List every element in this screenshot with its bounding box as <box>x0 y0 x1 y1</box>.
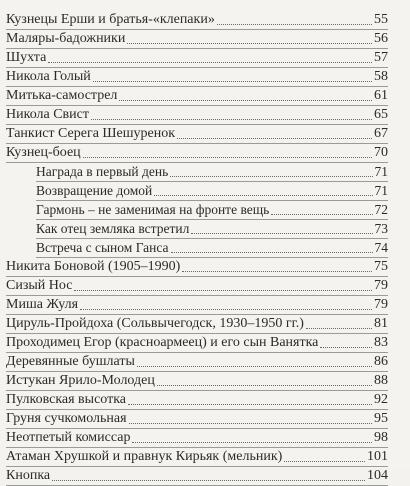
toc-entry-page-number: 67 <box>374 126 388 141</box>
toc-entry <box>6 11 388 30</box>
toc-entry-title: Кнопка <box>6 468 51 483</box>
toc-entry-page-number: 55 <box>374 12 388 27</box>
toc-subentry <box>36 201 388 220</box>
toc-subentry <box>36 163 388 182</box>
toc-entry-title: Гармонь – не заменимая на фронте вещь <box>36 202 270 217</box>
dot-leader <box>182 270 372 272</box>
dot-leader <box>306 327 372 329</box>
dot-leader <box>320 346 372 348</box>
toc-subentry <box>36 182 388 201</box>
toc-entry-title: Как отец земляка встретил <box>36 221 190 236</box>
toc-entry-page-number: 70 <box>374 145 388 160</box>
toc-entry-title: Награда в первый день <box>36 164 169 179</box>
toc-entry <box>6 353 388 372</box>
toc-subentry <box>36 239 388 258</box>
toc-entry <box>6 429 388 448</box>
toc-entry <box>6 30 388 49</box>
dot-leader <box>132 441 372 443</box>
toc-entry-title: Встреча с сыном Ганса <box>36 240 169 255</box>
toc-entry-title: Пулковская высотка <box>6 392 127 407</box>
toc-entry-page-number: 79 <box>374 297 388 312</box>
toc-entry-title: Неотпетый комиссар <box>6 430 131 445</box>
toc-entry-page-number: 57 <box>374 50 388 65</box>
dot-leader <box>91 118 372 120</box>
toc-entry-page-number: 65 <box>374 107 388 122</box>
toc-entry-page-number: 98 <box>374 430 388 445</box>
toc-entry-page-number: 83 <box>374 335 388 350</box>
toc-entry-page-number: 95 <box>374 411 388 426</box>
toc-entry-page-number: 73 <box>374 221 388 236</box>
toc-entry-title: Шухта <box>6 50 47 65</box>
dot-leader <box>52 479 365 481</box>
toc-entry-title: Истукан Ярило-Молодец <box>6 373 155 388</box>
toc-entry <box>6 448 388 467</box>
toc-entry <box>6 125 388 144</box>
toc-entry-title: Никола Голый <box>6 69 91 84</box>
toc-entry-page-number: 101 <box>367 449 388 464</box>
toc-entry <box>6 144 388 163</box>
toc-entry-page-number: 92 <box>374 392 388 407</box>
toc-entry <box>6 296 388 315</box>
dot-leader <box>137 365 372 367</box>
dot-leader <box>48 61 372 63</box>
toc-entry-title: Возвращение домой <box>36 183 153 198</box>
toc-entry <box>6 106 388 125</box>
toc-entry-page-number: 104 <box>367 468 388 483</box>
toc-entry-title: Груня сучкомольная <box>6 411 127 426</box>
toc-entry <box>6 334 388 353</box>
toc-entry-title: Миша Жуля <box>6 297 79 312</box>
toc-entry-page-number: 79 <box>374 278 388 293</box>
toc-entry <box>6 68 388 87</box>
dot-leader <box>177 137 372 139</box>
toc-entry-page-number: 81 <box>374 316 388 331</box>
toc-entry-title: Кузнецы Ерши и братья-«клепаки» <box>6 12 215 27</box>
toc-entry-page-number: 58 <box>374 69 388 84</box>
toc-entry <box>6 410 388 429</box>
toc-entry-title: Атаман Хрушкой и правнук Кирьяк (мельник) <box>6 449 283 464</box>
toc-entry-title: Маляры-бадожники <box>6 31 126 46</box>
dot-leader <box>154 194 372 196</box>
toc-entry <box>6 49 388 68</box>
dot-leader <box>170 175 372 177</box>
toc-entry-title: Деревянные бушлаты <box>6 354 135 369</box>
toc-entry-title: Кузнец-боец <box>6 145 81 160</box>
toc-entry-title: Никита Боновой (1905–1990) <box>6 259 181 274</box>
dot-leader <box>171 251 373 253</box>
toc-entry <box>6 391 388 410</box>
toc-entry-page-number: 72 <box>374 202 388 217</box>
toc-entry-page-number: 74 <box>374 240 388 255</box>
dot-leader <box>83 156 372 158</box>
table-of-contents <box>6 11 388 486</box>
toc-entry <box>6 315 388 334</box>
dot-leader <box>127 42 372 44</box>
dot-leader <box>128 403 372 405</box>
dot-leader <box>217 23 372 25</box>
dot-leader <box>74 289 372 291</box>
dot-leader <box>93 80 372 82</box>
toc-entry-page-number: 71 <box>374 164 388 179</box>
toc-entry-page-number: 86 <box>374 354 388 369</box>
toc-entry <box>6 467 388 486</box>
toc-entry <box>6 258 388 277</box>
toc-entry-title: Танкист Серега Шешуренок <box>6 126 176 141</box>
toc-entry <box>6 372 388 391</box>
dot-leader <box>284 460 365 462</box>
dot-leader <box>80 308 372 310</box>
toc-entry-page-number: 88 <box>374 373 388 388</box>
toc-entry-title: Митька-самострел <box>6 88 118 103</box>
toc-entry-title: Никола Свист <box>6 107 89 122</box>
toc-entry-page-number: 71 <box>374 183 388 198</box>
toc-entry-page-number: 56 <box>374 31 388 46</box>
toc-subentry <box>36 220 388 239</box>
dot-leader <box>157 384 372 386</box>
toc-entry-title: Сизый Нос <box>6 278 73 293</box>
dot-leader <box>129 422 372 424</box>
toc-entry <box>6 277 388 296</box>
toc-entry-title: Цируль-Пройдоха (Сольвычегодск, 1930–1950 гг.) <box>6 316 304 331</box>
dot-leader <box>271 213 372 215</box>
dot-leader <box>191 232 372 234</box>
dot-leader <box>119 99 372 101</box>
toc-entry <box>6 87 388 106</box>
toc-entry-page-number: 75 <box>374 259 388 274</box>
toc-entry-title: Проходимец Егор (красноармеец) и его сын Ванятка <box>6 335 319 350</box>
toc-entry-page-number: 61 <box>374 88 388 103</box>
